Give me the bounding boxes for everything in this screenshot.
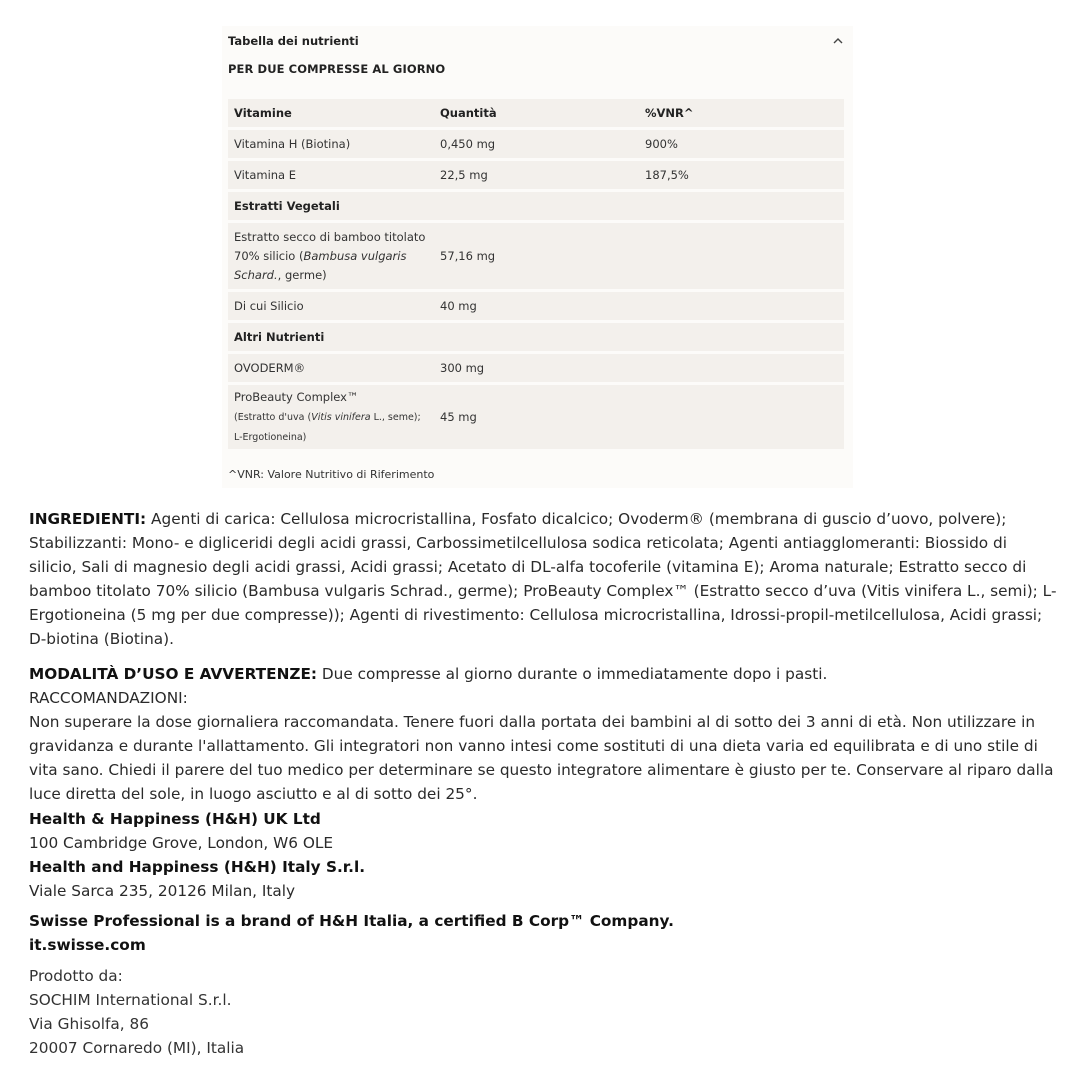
usage-line	[29, 662, 1059, 686]
brand-block	[29, 909, 1059, 957]
it-company-name: Health and Happiness (H&H) Italy S.r.l.	[29, 858, 366, 876]
nutrient-name: Estratto secco di bamboo titolato 70% silicio (Bambusa vulgaris Schard., germe)	[228, 223, 434, 289]
usage-block	[29, 662, 1059, 806]
uk-company-name: Health & Happiness (H&H) UK Ltd	[29, 810, 321, 828]
section-row	[228, 192, 844, 220]
vnr-footnote: ^VNR: Valore Nutritivo di Riferimento	[228, 468, 435, 481]
nutrient-qty: 0,450 mg	[434, 130, 639, 158]
company-block	[29, 807, 1059, 903]
nutrient-name: Di cui Silicio	[228, 292, 434, 320]
section-row	[228, 323, 844, 351]
table-row	[228, 385, 844, 449]
ingredients-paragraph	[29, 507, 1059, 651]
nutrient-qty: 57,16 mg	[434, 223, 639, 289]
nutrient-name: Vitamina E	[228, 161, 434, 189]
header-quantita: Quantità	[434, 99, 639, 127]
producer-label: Prodotto da:	[29, 967, 123, 985]
section-label: Estratti Vegetali	[228, 192, 434, 220]
nutrient-name: Vitamina H (Biotina)	[228, 130, 434, 158]
producer-block	[29, 964, 1059, 1060]
chevron-up-icon[interactable]	[827, 30, 849, 52]
uk-company-address: 100 Cambridge Grove, London, W6 OLE	[29, 834, 334, 852]
recommendations-text: Non superare la dose giornaliera raccomandata. Tenere fuori dalla portata dei bambini al di sotto dei 3 anni di età. Non utilizzare in gravidanza e durante l'allattamento. Gli integratori non vanno intesi come sostituti di una dieta varia ed equilibrata e di uno stile di vita sano. Chiedi il parere del tuo medico per determinare se questo integratore alimentare è giusto per te. Conservare al riparo dalla luce diretta del sole, in luogo asciutto e al di sotto dei 25°.	[29, 713, 1054, 803]
usage-text: Due compresse al giorno durante o immediatamente dopo i pasti.	[317, 665, 828, 683]
it-company-address: Viale Sarca 235, 20126 Milan, Italy	[29, 882, 296, 900]
table-row	[228, 354, 844, 382]
nutrient-qty: 45 mg	[434, 385, 639, 449]
table-row	[228, 292, 844, 320]
nutrient-vnr: 187,5%	[639, 161, 844, 189]
nutrient-vnr: 900%	[639, 130, 844, 158]
section-label: Altri Nutrienti	[228, 323, 434, 351]
ingredients-text: Agenti di carica: Cellulosa microcristallina, Fosfato dicalcico; Ovoderm® (membrana di guscio d’uovo, polvere); Stabilizzanti: Mono- e digliceridi degli acidi grassi, Carbossimetilcellulosa sodica reticolata; Agenti antiagglomeranti: Biossido di silicio, Sali di magnesio degli acidi grassi, Acidi grassi; Acetato di DL-alfa tocoferile (vitamina E); Aroma naturale; Estratto secco di bamboo titolato 70% silicio (Bambusa vulgaris Schrad., germe); ProBeauty Complex™ (Estratto secco d’uva (Vitis vinifera L., semi); L-Ergotioneina (5 mg per due compresse)); Agenti di rivestimento: Cellulosa microcristallina, Idrossi-propil-metilcellulosa, Acidi grassi; D-biotina (Biotina).	[29, 510, 1057, 648]
header-vnr: %VNR^	[639, 99, 844, 127]
nutrient-qty: 40 mg	[434, 292, 639, 320]
brand-statement: Swisse Professional is a brand of H&H Italia, a certified B Corp™ Company.	[29, 912, 674, 930]
nutrient-qty: 22,5 mg	[434, 161, 639, 189]
table-row	[228, 130, 844, 158]
producer-name: SOCHIM International S.r.l.	[29, 991, 232, 1009]
nutrient-table	[228, 96, 844, 452]
nutrient-name: ProBeauty Complex™ (Estratto d'uva (Vitis vinifera L., seme); L-Ergotioneina)	[228, 385, 434, 449]
producer-city: 20007 Cornaredo (MI), Italia	[29, 1039, 245, 1057]
header-vitamine: Vitamine	[228, 99, 434, 127]
usage-label: MODALITÀ D’USO E AVVERTENZE:	[29, 665, 318, 683]
table-header-row	[228, 99, 844, 127]
producer-street: Via Ghisolfa, 86	[29, 1015, 149, 1033]
panel-title[interactable]: Tabella dei nutrienti	[228, 34, 359, 48]
table-row	[228, 161, 844, 189]
nutrient-table-panel	[222, 26, 853, 488]
table-row	[228, 223, 844, 289]
nutrient-qty: 300 mg	[434, 354, 639, 382]
recommendations-title: RACCOMANDAZIONI:	[29, 689, 188, 707]
ingredients-label: INGREDIENTI:	[29, 510, 147, 528]
panel-subtitle: PER DUE COMPRESSE AL GIORNO	[228, 62, 446, 76]
website-link[interactable]: it.swisse.com	[29, 936, 146, 954]
nutrient-name: OVODERM®	[228, 354, 434, 382]
